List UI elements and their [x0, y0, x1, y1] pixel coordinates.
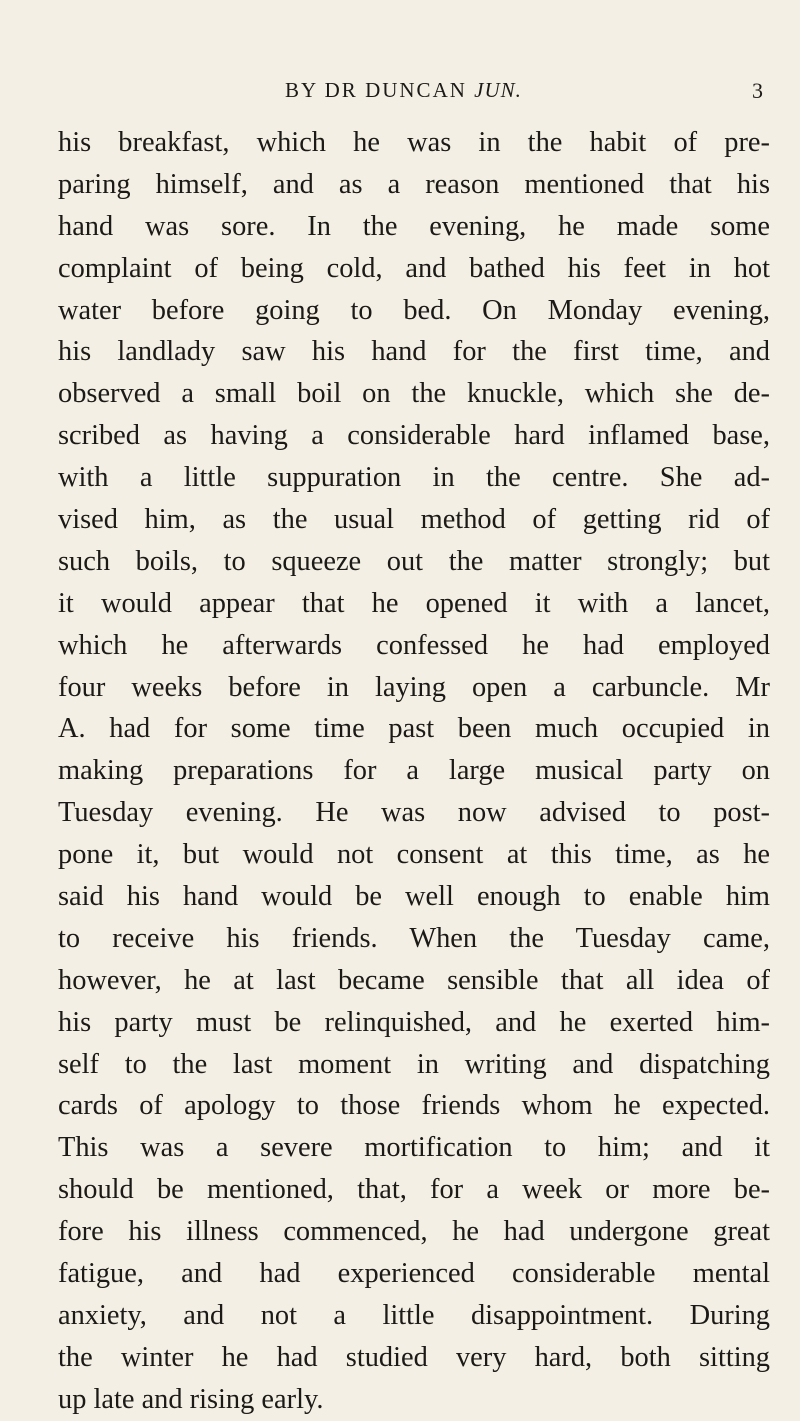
text-line: vised him, as the usual method of getting rid of: [58, 504, 770, 536]
text-line: fore his illness commenced, he had undergone great: [58, 1216, 770, 1248]
page-number: 3: [752, 78, 763, 103]
text-line: four weeks before in laying open a carbuncle. Mr: [58, 671, 770, 703]
text-line: cards of apology to those friends whom he expected.: [58, 1090, 770, 1122]
text-line: Tuesday evening. He was now advised to post-: [58, 797, 770, 829]
text-line: his party must be relinquished, and he exerted him-: [58, 1006, 770, 1038]
text-line: A. had for some time past been much occupied in: [58, 713, 770, 745]
text-line: the winter he had studied very hard, both sitting: [58, 1341, 770, 1373]
text-line: said his hand would be well enough to enable him: [58, 881, 770, 913]
text-line: fatigue, and had experienced considerable mental: [58, 1258, 770, 1290]
text-line: should be mentioned, that, for a week or more be-: [58, 1174, 770, 1206]
text-line: paring himself, and as a reason mentioned that his: [58, 168, 770, 200]
text-line: water before going to bed. On Monday evening,: [58, 294, 770, 326]
text-line: his landlady saw his hand for the first time, and: [58, 336, 770, 368]
text-line: self to the last moment in writing and dispatching: [58, 1048, 770, 1080]
text-line: observed a small boil on the knuckle, which she de-: [58, 378, 770, 410]
text-line: it would appear that he opened it with a lancet,: [58, 587, 770, 619]
running-header: [0, 78, 800, 108]
running-title: [285, 78, 522, 103]
text-line: complaint of being cold, and bathed his feet in hot: [58, 252, 770, 284]
text-line: up late and rising early.: [58, 1383, 324, 1415]
text-line: which he afterwards confessed he had employed: [58, 629, 770, 661]
text-line: anxiety, and not a little disappointment. During: [58, 1299, 770, 1331]
text-line: his breakfast, which he was in the habit of pre-: [58, 127, 770, 158]
text-line: hand was sore. In the evening, he made some: [58, 210, 770, 242]
text-line: This was a severe mortification to him; and it: [58, 1132, 770, 1164]
body-paragraph: [58, 122, 770, 1421]
running-title-author: BY DR DUNCAN: [285, 78, 475, 102]
text-line: such boils, to squeeze out the matter strongly; but: [58, 545, 770, 577]
running-title-suffix: JUN.: [474, 78, 522, 102]
text-line: scribed as having a considerable hard inflamed base,: [58, 420, 770, 452]
text-line: making preparations for a large musical party on: [58, 755, 770, 787]
text-line: to receive his friends. When the Tuesday came,: [58, 922, 770, 954]
text-line: with a little suppuration in the centre. She ad-: [58, 462, 770, 494]
text-line: however, he at last became sensible that all idea of: [58, 964, 770, 996]
text-line: pone it, but would not consent at this time, as he: [58, 839, 770, 871]
